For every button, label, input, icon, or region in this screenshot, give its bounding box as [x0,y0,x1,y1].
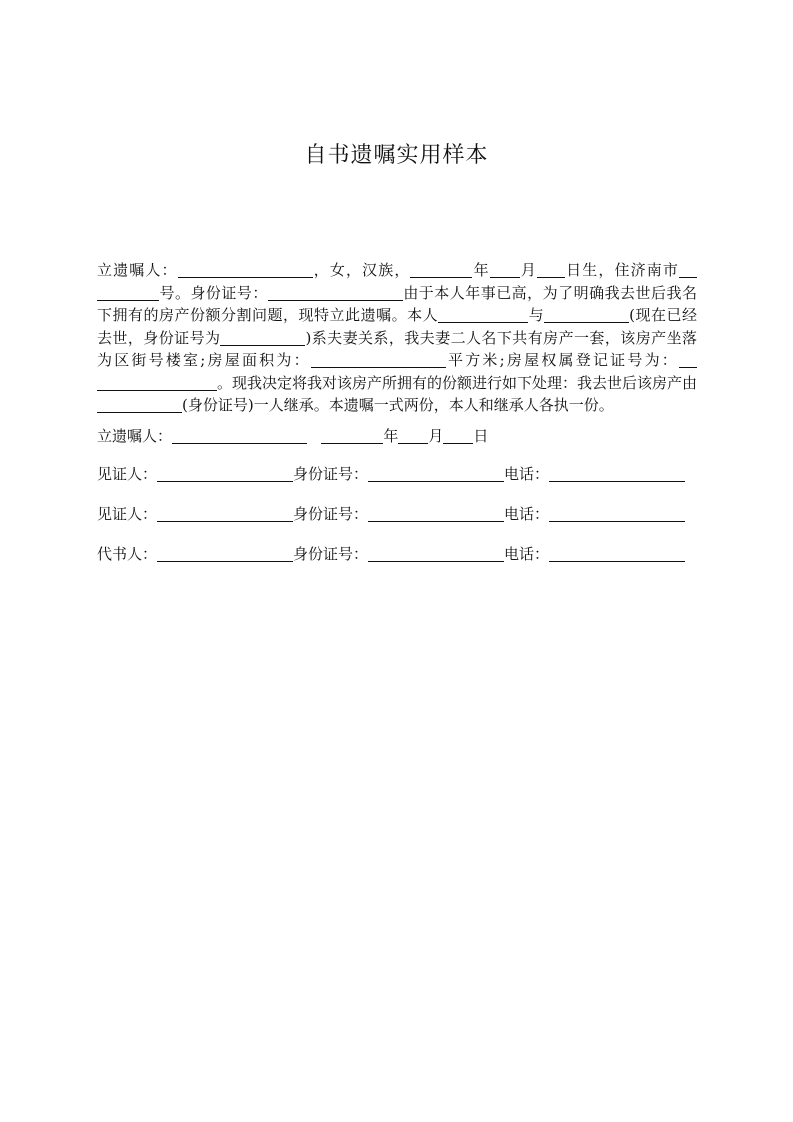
page-title: 自书遗嘱实用样本 [304,143,489,168]
area-unit-cert-text: 平方米;房屋权属登记证号为： [445,351,679,369]
signature-day-label: 日 [473,427,489,445]
witness-1-id-blank[interactable] [368,466,504,482]
witness-2-phone-label: 电话： [504,505,550,523]
witness-2-id-blank[interactable] [368,506,504,522]
scribe-id-label: 身份证号： [293,545,369,563]
testator-signature-label: 立遗嘱人： [97,427,173,445]
witness-2-name-blank[interactable] [157,506,293,522]
cert-number-blank-a[interactable] [679,352,697,368]
witness-1-phone-label: 电话： [504,465,550,483]
cert-number-blank-b[interactable] [97,375,217,391]
and-text: 与 [528,306,545,324]
heir-name-blank[interactable] [97,397,182,413]
relation-location-text: )系夫妻关系，我夫妻二人名下共有房产一套，该房产坐落为区街号楼室;房屋面积为： [97,328,697,369]
witness-2-phone-blank[interactable] [549,506,685,522]
scribe-name-blank[interactable] [157,546,293,562]
scribe-line [97,543,702,565]
birth-month-blank[interactable] [490,262,520,278]
signature-month-blank[interactable] [398,428,428,444]
birth-day-blank[interactable] [537,262,565,278]
month-label: 月 [519,261,537,279]
scribe-phone-blank[interactable] [549,546,685,562]
signature-day-blank[interactable] [443,428,473,444]
witness-2-id-label: 身份证号： [293,505,369,523]
house-number-id-label: 号。身份证号： [159,283,268,302]
gender-ethnicity-text: ，女，汉族， [312,261,411,279]
signature-year-blank[interactable] [321,428,383,444]
birth-year-blank[interactable] [410,262,472,278]
will-body-paragraph [97,259,697,417]
spouse-name-blank[interactable] [544,307,629,323]
testator-label: 立遗嘱人： [97,261,178,279]
signature-month-label: 月 [428,427,444,445]
witness-1-name-blank[interactable] [157,466,293,482]
born-residence-text: 日生，住济南市 [564,261,679,279]
testator-name-blank[interactable] [178,262,313,278]
scribe-id-blank[interactable] [368,546,504,562]
testator-signature-blank[interactable] [172,428,307,444]
signature-year-label: 年 [383,427,399,445]
witness-1-label: 见证人： [97,465,158,483]
testator-signature-line [97,425,702,447]
testator-id-blank[interactable] [268,285,403,301]
spouse-id-blank[interactable] [220,330,305,346]
decision-text: 。现我决定将我对该房产所拥有的份额进行如下处理：我去世后该房产由 [217,373,698,392]
witness-1-line [97,463,702,485]
address-blank-a[interactable] [679,262,697,278]
witness-1-phone-blank[interactable] [549,466,685,482]
year-label: 年 [472,261,490,279]
scribe-phone-label: 电话： [504,545,550,563]
scribe-label: 代书人： [97,545,158,563]
witness-2-label: 见证人： [97,505,158,523]
spouse-text: (现在已经去世，身份证号为 [97,306,697,347]
address-blank-b[interactable] [97,285,159,301]
heir-text: (身份证号)一人继承。本遗嘱一式两份，本人和继承人各执一份。 [182,396,614,414]
witness-2-line [97,503,702,525]
house-area-blank[interactable] [311,352,446,368]
testator-name-2-blank[interactable] [438,307,528,323]
witness-1-id-label: 身份证号： [293,465,369,483]
purpose-text: 由于本人年事已高，为了明确我去世后我名下拥有的房产份额分割问题，现特立此遗嘱。本人 [97,283,697,324]
